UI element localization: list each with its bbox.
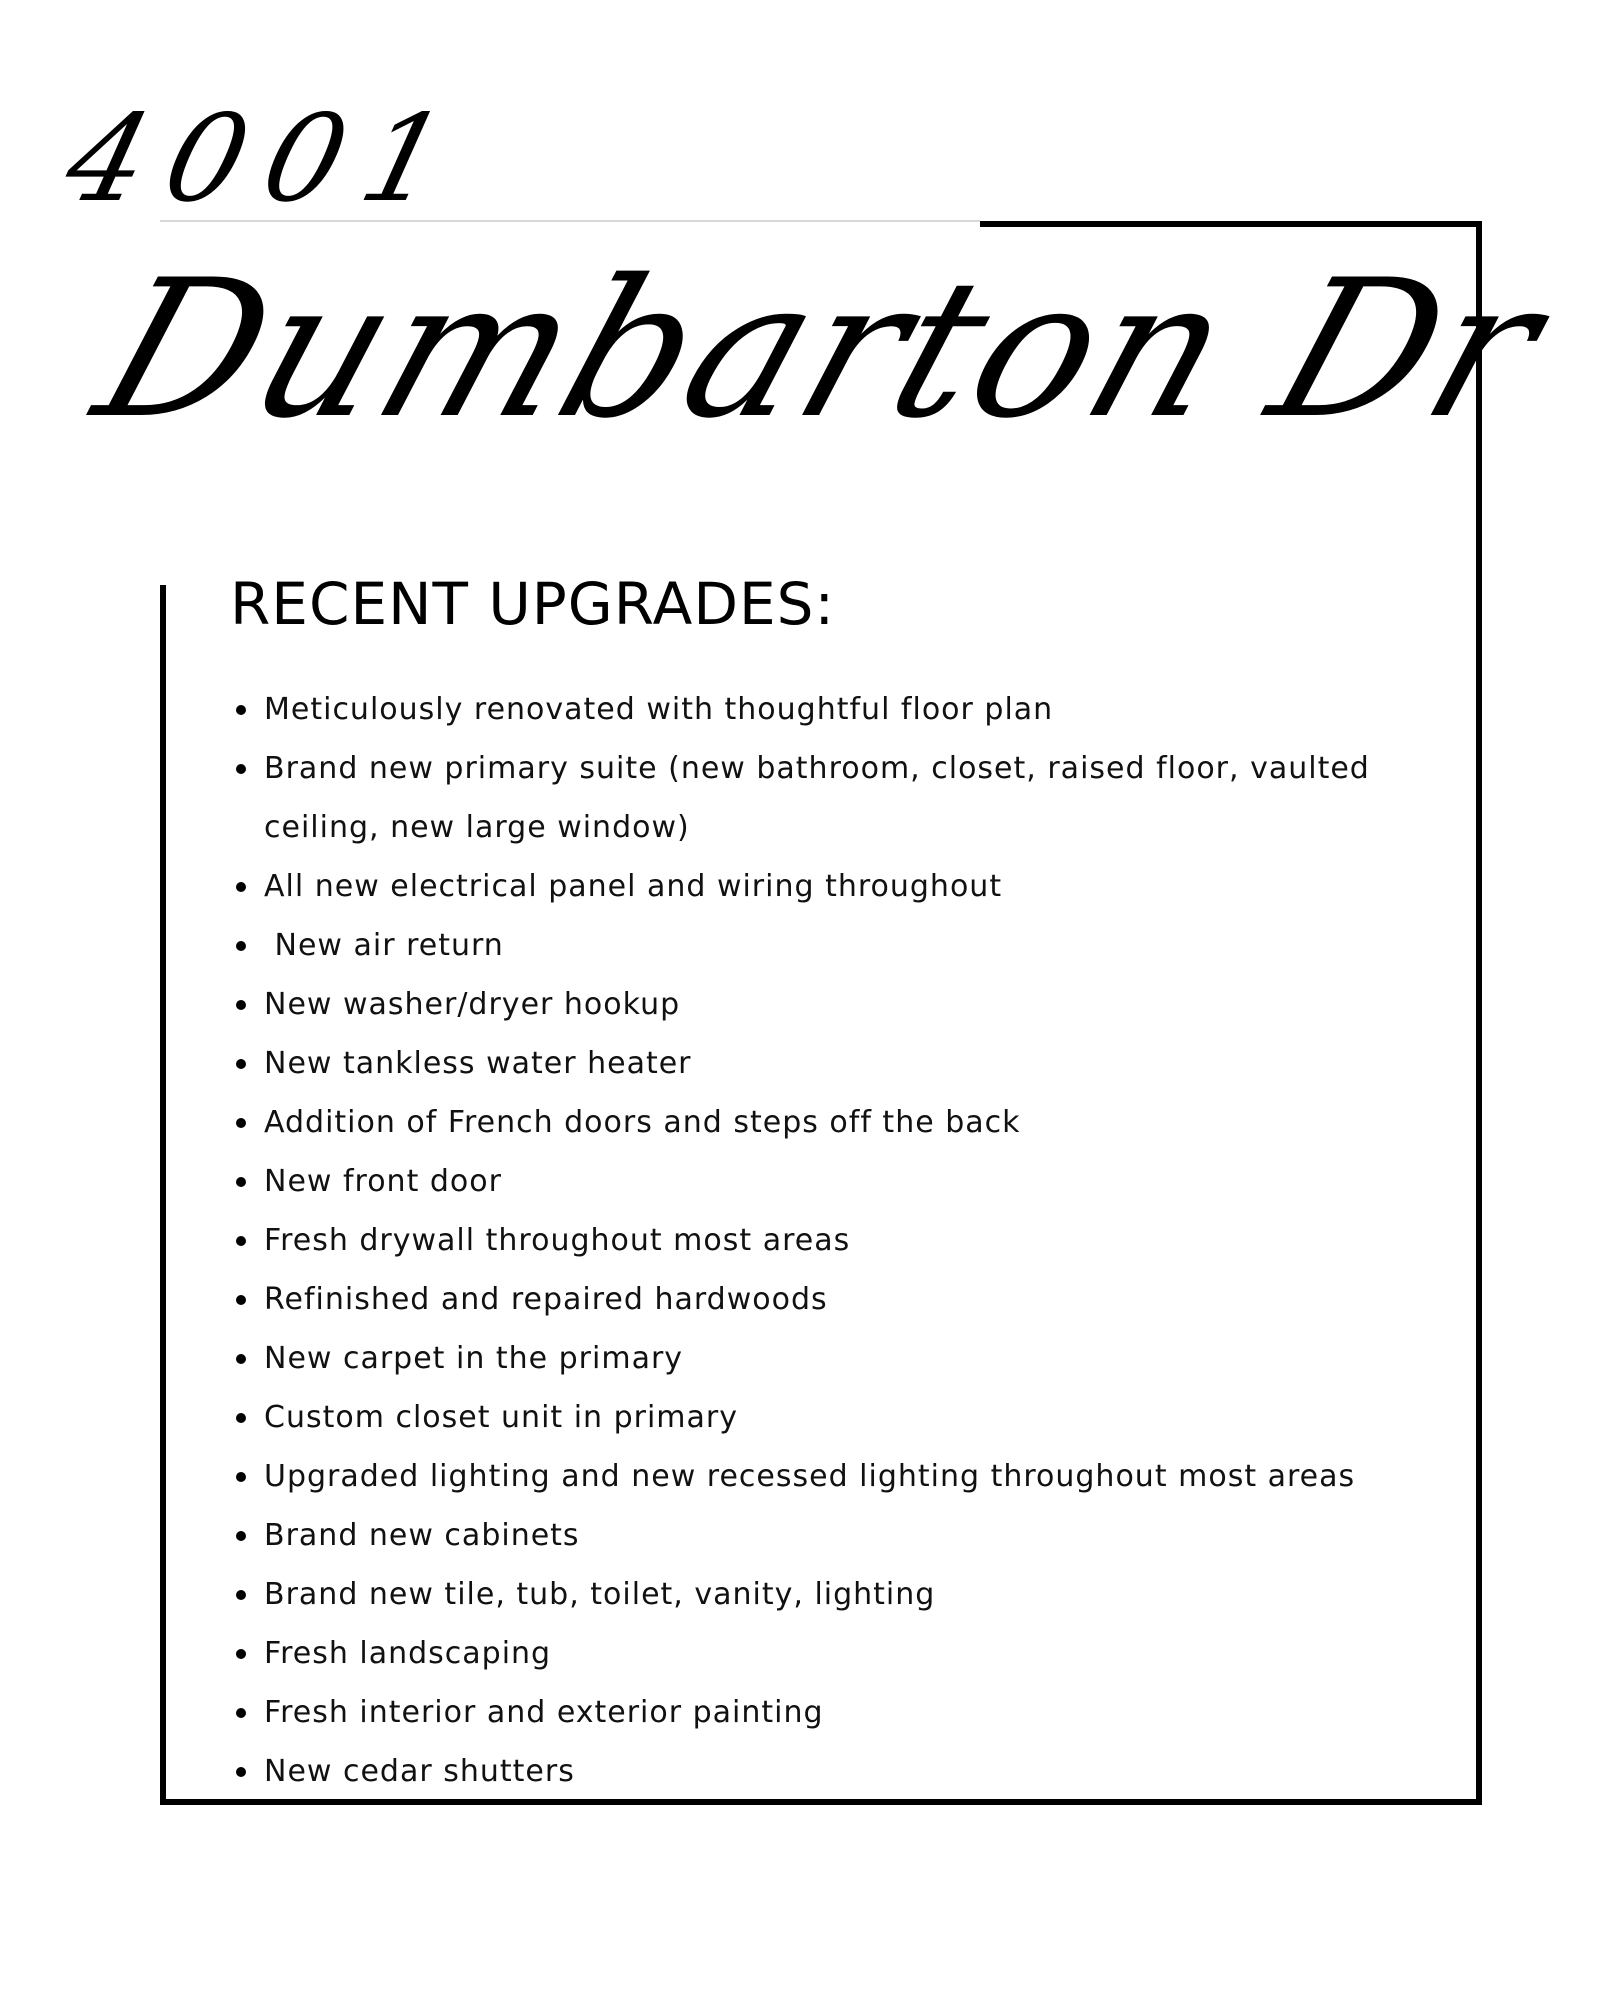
list-item (230, 1683, 1450, 1742)
list-item (230, 1093, 1450, 1152)
list-item (230, 1447, 1450, 1506)
list-item-text: New air return (264, 928, 504, 963)
bullet-icon (236, 1236, 246, 1246)
bullet-icon (236, 882, 246, 892)
bullet-icon (236, 764, 246, 774)
list-item-text: Brand new primary suite (new bathroom, closet, raised floor, vaulted ceiling, new large window) (264, 751, 1370, 845)
list-item (230, 857, 1450, 916)
bullet-icon (236, 1649, 246, 1659)
list-item (230, 1624, 1450, 1683)
list-item (230, 1388, 1450, 1447)
bullet-icon (236, 1767, 246, 1777)
bullet-icon (236, 1472, 246, 1482)
house-number: 4001 (52, 90, 481, 229)
list-item (230, 1565, 1450, 1624)
bullet-icon (236, 1354, 246, 1364)
bullet-icon (236, 1000, 246, 1010)
list-item (230, 1742, 1450, 1801)
list-item (230, 680, 1450, 739)
upgrades-list (230, 680, 1450, 1801)
list-item (230, 975, 1450, 1034)
list-item-text: New carpet in the primary (264, 1341, 684, 1376)
bullet-icon (236, 1059, 246, 1069)
frame-border-left (160, 585, 166, 1805)
list-item-text: Meticulously renovated with thoughtful floor plan (264, 692, 1054, 727)
list-item-text: Addition of French doors and steps off the back (264, 1105, 1021, 1140)
list-item-text: New tankless water heater (264, 1046, 692, 1081)
list-item-text: New front door (264, 1164, 502, 1199)
bullet-icon (236, 1177, 246, 1187)
section-heading: RECENT UPGRADES: (230, 570, 836, 638)
bullet-icon (236, 1295, 246, 1305)
list-item-text: Fresh interior and exterior painting (264, 1695, 824, 1730)
divider-rule (160, 220, 980, 222)
list-item (230, 1211, 1450, 1270)
list-item-text: Brand new tile, tub, toilet, vanity, lighting (264, 1577, 936, 1612)
list-item-text: Brand new cabinets (264, 1518, 580, 1553)
list-item-text: Fresh landscaping (264, 1636, 552, 1671)
list-item-text: New washer/dryer hookup (264, 987, 681, 1022)
list-item (230, 916, 1450, 975)
list-item-text: Refinished and repaired hardwoods (264, 1282, 828, 1317)
list-item (230, 1270, 1450, 1329)
bullet-icon (236, 705, 246, 715)
list-item-text: Custom closet unit in primary (264, 1400, 738, 1435)
bullet-icon (236, 1413, 246, 1423)
bullet-icon (236, 941, 246, 951)
bullet-icon (236, 1708, 246, 1718)
bullet-icon (236, 1590, 246, 1600)
street-name: Dumbarton Dr (74, 239, 1568, 460)
bullet-icon (236, 1531, 246, 1541)
list-item-text: Fresh drywall throughout most areas (264, 1223, 851, 1258)
list-item (230, 739, 1450, 857)
list-item (230, 1034, 1450, 1093)
bullet-icon (236, 1118, 246, 1128)
list-item (230, 1152, 1450, 1211)
list-item-text: All new electrical panel and wiring throughout (264, 869, 1003, 904)
list-item-text: Upgraded lighting and new recessed lighting throughout most areas (264, 1459, 1356, 1494)
list-item (230, 1506, 1450, 1565)
list-item-text: New cedar shutters (264, 1754, 575, 1789)
list-item (230, 1329, 1450, 1388)
frame-border-top (980, 221, 1482, 227)
